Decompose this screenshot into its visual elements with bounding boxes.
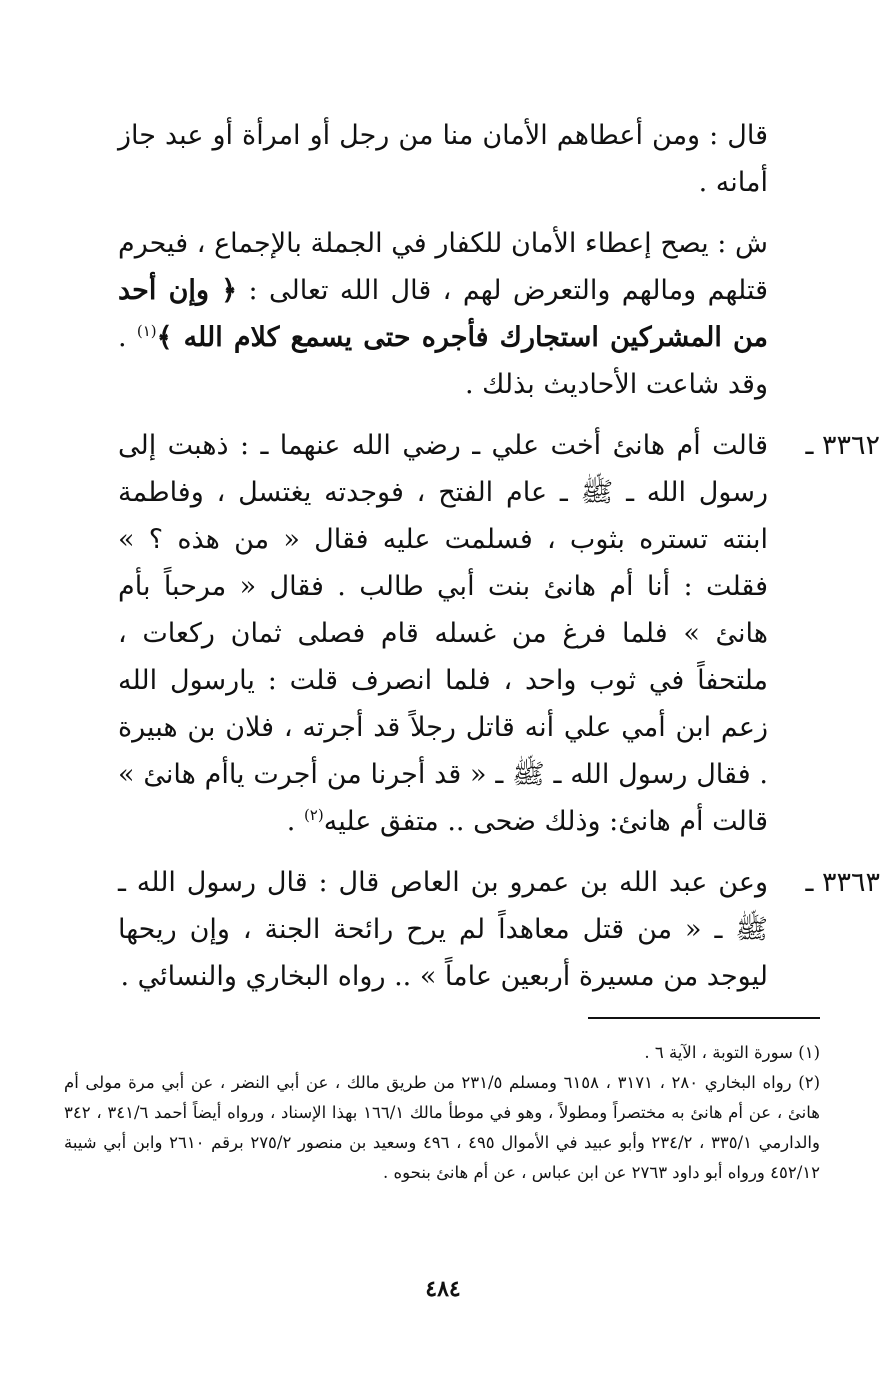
footnote-1: (١) سورة التوبة ، الآية ٦ .	[644, 1043, 820, 1062]
hadith-text: وعن عبد الله بن عمرو بن العاص قال : قال رسول الله ـ ﷺ ـ « من قتل معاهداً لم يرح رائحة الجنة ، وإن ريحها ليوجد من مسيرة أربعين عاماً » .. رواه البخاري والنسائي .	[118, 867, 768, 992]
sharh-text-end: . وقد شاعت الأحاديث بذلك .	[118, 322, 768, 400]
sharh-paragraph	[118, 220, 768, 408]
footnote-ref-2: (٢)	[303, 806, 324, 824]
footnote-ref-1: (١)	[136, 322, 157, 340]
matn-text: قال : ومن أعطاهم الأمان منا من رجل أو امرأة أو عبد جاز أمانه .	[118, 120, 768, 198]
matn-paragraph	[118, 112, 768, 206]
footnote-divider	[588, 1017, 820, 1019]
footnote-2: (٢) رواه البخاري ٢٨٠ ، ٣١٧١ ، ٦١٥٨ ومسلم ٢٣١/٥ من طريق مالك ، عن أبي النضر ، عن أبي مرة مولى أم هانئ ، عن أم هانئ به مختصراً ومطولاً ، وهو في موطأ مالك ١٦٦/١ بهذا الإسناد ، ورواه أيضاً أحمد ٣٤١/٦ ، ٣٤٢ والدارمي ٣٣٥/١ ، ٢٣٤/٢ وأبو عبيد في الأموال ٤٩٥ ، ٤٩٦ وسعيد بن منصور ٢٧٥/٢ برقم ٢٦١٠ وابن أبي شيبة ٤٥٢/١٢ ورواه أبو داود ٢٧٦٣ عن ابن عباس ، عن أم هانئ بنحوه .	[64, 1073, 820, 1182]
hadith-3363	[118, 859, 880, 1000]
sharh-text: ش : يصح إعطاء الأمان للكفار في الجملة بالإجماع ، فيحرم قتلهم ومالهم والتعرض لهم ، قال الله تعالى :	[118, 228, 768, 306]
hadith-text-end: .	[286, 806, 304, 837]
quran-verse: ﴿ وإن أحد من المشركين استجارك فأجره حتى يسمع كلام الله ﴾	[118, 275, 768, 353]
hadith-number: ٣٣٦٣ ـ	[805, 867, 880, 898]
hadith-3362	[118, 422, 880, 845]
hadith-number: ٣٣٦٢ ـ	[805, 430, 880, 461]
main-text	[118, 112, 880, 1000]
page-number: ٤٨٤	[425, 1276, 461, 1302]
hadith-text: قالت أم هانئ أخت علي ـ رضي الله عنهما ـ : ذهبت إلى رسول الله ـ ﷺ ـ عام الفتح ، فوجدته يغتسل ، وفاطمة ابنته تستره بثوب ، فسلمت عليه فقال « من هذه ؟ » فقلت : أنا أم هانئ بنت أبي طالب . فقال « مرحباً بأم هانئ » فلما فرغ من غسله قام فصلى ثمان ركعات ، ملتحفاً في ثوب واحد ، فلما انصرف قلت : يارسول الله زعم ابن أمي علي أنه قاتل رجلاً قد أجرته ، فلان بن هبيرة . فقال رسول الله ـ ﷺ ـ « قد أجرنا من أجرت ياأم هانئ » قالت أم هانئ: وذلك ضحى .. متفق عليه	[118, 430, 768, 837]
footnotes	[64, 1038, 820, 1188]
